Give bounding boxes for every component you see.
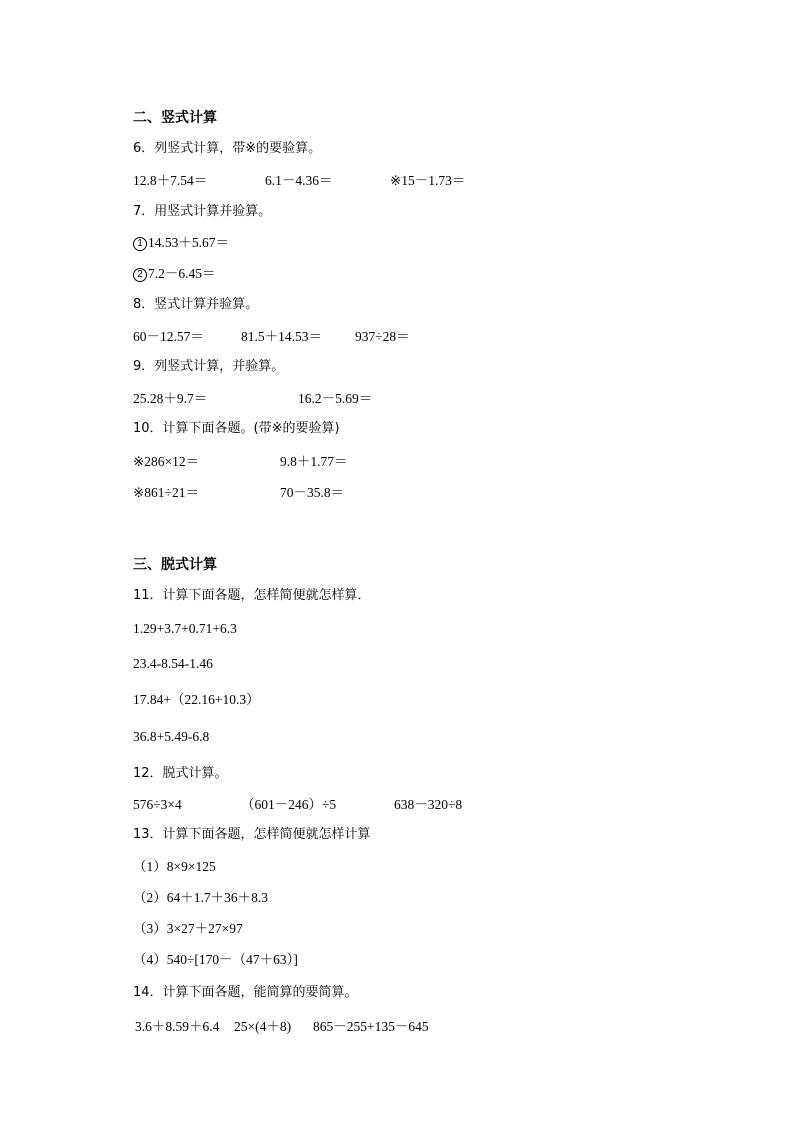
section-2-title: 二、竖式计算 bbox=[133, 110, 217, 126]
question-10-item-1: ※286×12＝ bbox=[133, 454, 200, 469]
question-7-item-2 bbox=[133, 266, 216, 282]
question-10-item-2: 9.8＋1.77＝ bbox=[280, 454, 348, 469]
section-3-title: 三、脱式计算 bbox=[133, 557, 217, 573]
question-12-prompt: 12．脱式计算。 bbox=[133, 766, 228, 781]
question-12-item-2: （601－246）÷5 bbox=[241, 797, 337, 812]
question-8-item-2: 81.5＋14.53＝ bbox=[241, 329, 322, 344]
question-10-row-2 bbox=[133, 485, 345, 533]
question-13-item-2: （2）64＋1.7＋36＋8.3 bbox=[133, 890, 268, 905]
question-14-item-1: 3.6＋8.59＋6.4 bbox=[135, 1019, 220, 1034]
circled-number-2: 2 bbox=[133, 268, 147, 282]
question-11-item-4: 36.8+5.49-6.8 bbox=[133, 729, 210, 744]
question-13-item-3: （3）3×27＋27×97 bbox=[133, 921, 243, 936]
question-11-item-1: 1.29+3.7+0.71+6.3 bbox=[133, 621, 237, 636]
question-8-item-1: 60－12.57＝ bbox=[133, 329, 204, 344]
question-8-prompt: 8．竖式计算并验算。 bbox=[133, 297, 259, 312]
question-10-item-3: ※861÷21＝ bbox=[133, 485, 199, 500]
question-14-prompt: 14．计算下面各题，能简算的要简算。 bbox=[133, 985, 358, 1000]
question-12-item-1: 576÷3×4 bbox=[133, 797, 182, 812]
question-9-prompt: 9．列竖式计算，并验算。 bbox=[133, 359, 285, 374]
question-12-item-3: 638－320÷8 bbox=[394, 797, 463, 812]
question-13-item-4: （4）540÷[170－（47＋63）] bbox=[133, 952, 298, 967]
question-9-item-2: 16.2－5.69＝ bbox=[298, 391, 373, 406]
question-7-expr-1: 14.53＋5.67＝ bbox=[148, 235, 229, 250]
question-13-prompt: 13．计算下面各题，怎样简便就怎样计算 bbox=[133, 827, 371, 842]
question-11-item-3: 17.84+（22.16+10.3） bbox=[133, 692, 260, 707]
question-10-item-4: 70－35.8＝ bbox=[280, 485, 345, 500]
question-7-expr-2: 7.2－6.45＝ bbox=[148, 266, 216, 281]
question-13-item-1: （1）8×9×125 bbox=[133, 859, 216, 874]
question-6-prompt: 6．列竖式计算，带※的要验算。 bbox=[133, 141, 322, 156]
question-7-prompt: 7．用竖式计算并验算。 bbox=[133, 204, 272, 219]
question-6-item-3: ※15－1.73＝ bbox=[390, 173, 466, 188]
question-6-item-2: 6.1－4.36＝ bbox=[265, 173, 333, 188]
question-6-item-1: 12.8＋7.54＝ bbox=[133, 173, 208, 188]
question-11-item-2: 23.4-8.54-1.46 bbox=[133, 656, 213, 671]
question-11-prompt: 11．计算下面各题，怎样简便就怎样算． bbox=[133, 588, 371, 603]
question-14-item-2: 25×(4＋8) bbox=[234, 1019, 292, 1034]
circled-number-1: 1 bbox=[133, 237, 147, 251]
question-10-prompt: 10．计算下面各题。(带※的要验算) bbox=[133, 421, 340, 436]
question-14-item-3: 865－255+135－645 bbox=[313, 1019, 429, 1034]
question-9-item-1: 25.28＋9.7＝ bbox=[133, 391, 208, 406]
question-14-row bbox=[133, 1019, 429, 1083]
question-7-item-1 bbox=[133, 235, 229, 251]
question-8-item-3: 937÷28＝ bbox=[355, 329, 410, 344]
